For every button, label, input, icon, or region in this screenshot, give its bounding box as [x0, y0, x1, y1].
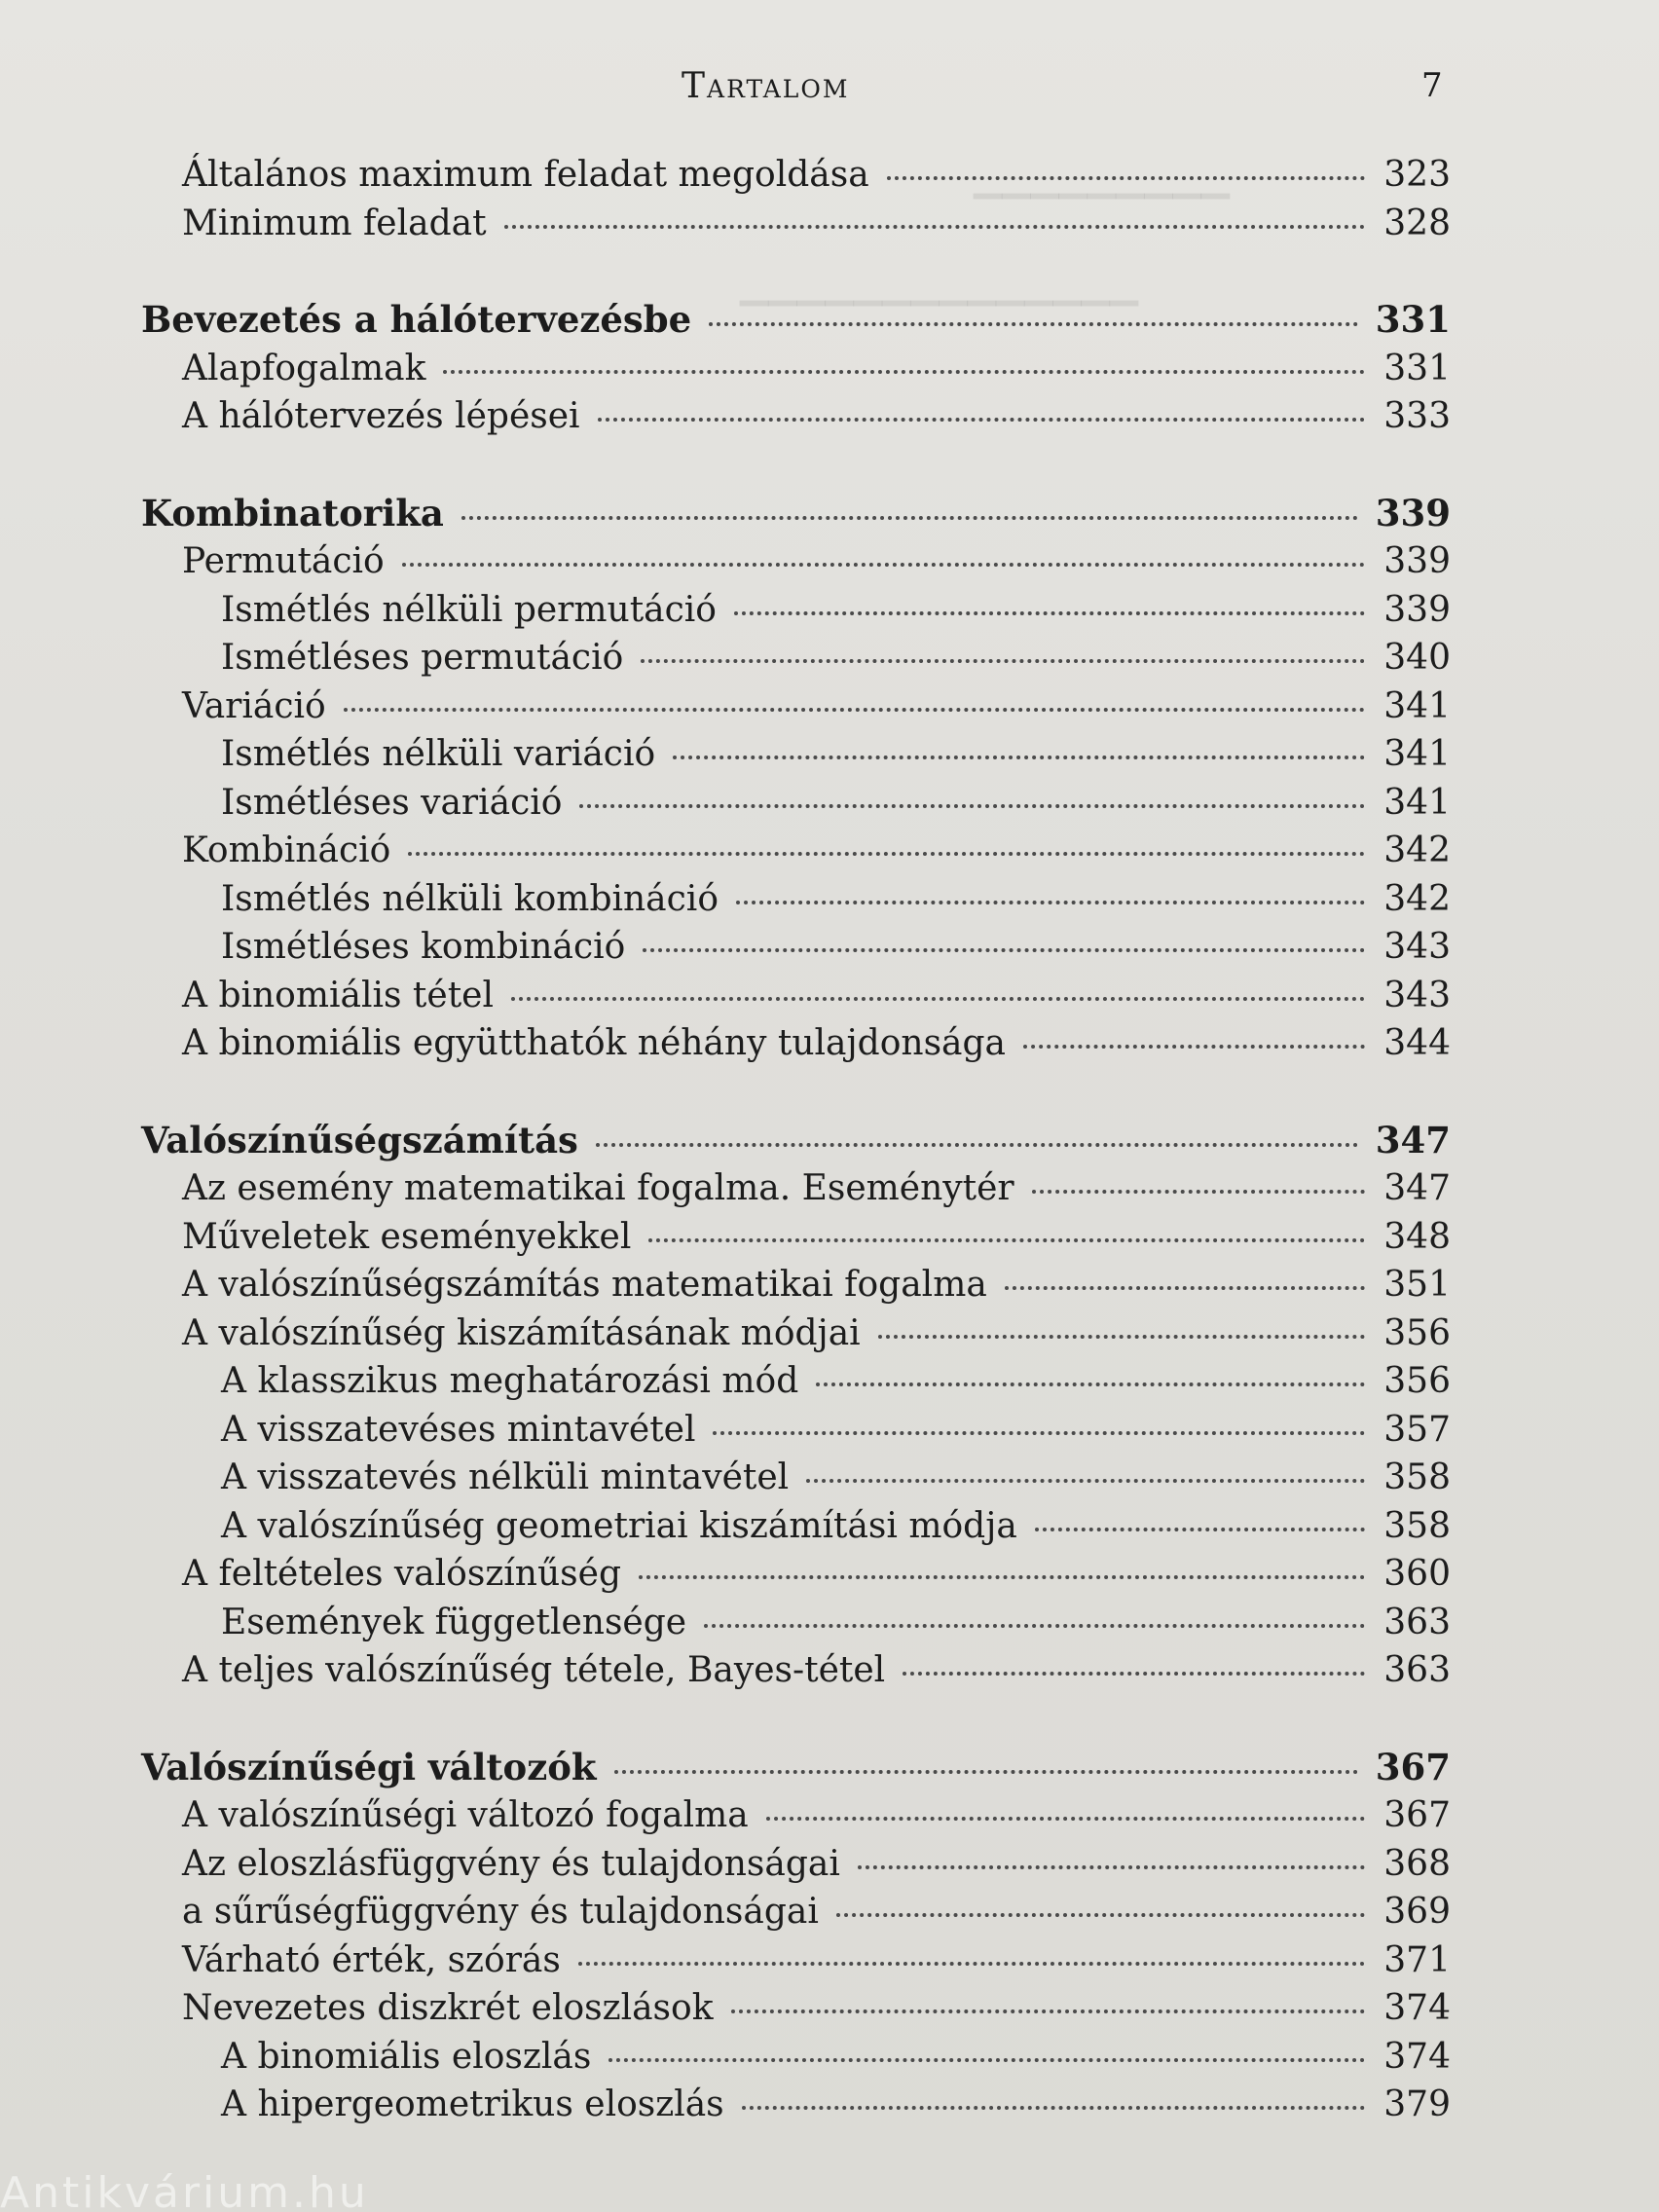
running-header [0, 66, 1659, 115]
toc-entry-page: 351 [1383, 1265, 1451, 1305]
dot-leader [903, 1648, 1365, 1676]
toc-entry-title: Az esemény matematikai fogalma. Eseménytér [182, 1168, 1014, 1208]
dot-leader [443, 347, 1365, 374]
toc-entry-title: Ismétlés nélküli kombináció [221, 878, 719, 919]
toc-entry [141, 1164, 1451, 1213]
toc-entry [141, 200, 1451, 248]
toc-entry [141, 1840, 1451, 1889]
dot-leader [1035, 1504, 1365, 1531]
dot-leader [643, 925, 1365, 952]
dot-leader [511, 974, 1365, 1001]
toc-entry-title: A teljes valószínűség tétele, Bayes-tétel [182, 1650, 886, 1690]
toc-entry-title: Ismétlés nélküli variáció [221, 734, 656, 774]
toc-entry-page: 374 [1383, 1988, 1451, 2028]
toc-entry [141, 392, 1451, 441]
toc-entry [141, 779, 1451, 828]
dot-leader [704, 1601, 1365, 1628]
toc-entry-page: 343 [1383, 927, 1451, 967]
dot-leader [887, 153, 1365, 180]
dot-leader [608, 2035, 1365, 2062]
toc-chapter-heading [141, 296, 1451, 345]
toc-entry-page: 333 [1383, 396, 1451, 436]
toc-entry [141, 1550, 1451, 1599]
toc-entry-page: 348 [1383, 1216, 1451, 1257]
dot-leader [504, 202, 1365, 229]
toc-entry-page: 323 [1383, 155, 1451, 195]
dot-leader [408, 829, 1365, 856]
toc-entry-title: A klasszikus meghatározási mód [221, 1361, 799, 1401]
toc-entry-title: Ismétléses kombináció [221, 927, 626, 967]
toc-entry-page: 340 [1383, 638, 1451, 678]
toc-entry [141, 1791, 1451, 1840]
toc-entry [141, 1454, 1451, 1502]
toc-entry-page: 331 [1375, 298, 1451, 341]
dot-leader [461, 493, 1358, 520]
toc-entry-page: 347 [1383, 1168, 1451, 1208]
toc-entry-title: Műveletek eseményekkel [182, 1216, 632, 1257]
toc-entry-page: 358 [1383, 1505, 1451, 1546]
toc-entry [141, 151, 1451, 200]
toc-entry [141, 1502, 1451, 1551]
toc-entry [141, 586, 1451, 635]
toc-entry-page: 367 [1375, 1745, 1451, 1788]
toc-entry-page: 356 [1383, 1312, 1451, 1353]
section-gap [141, 441, 1451, 490]
dot-leader [709, 299, 1358, 326]
dot-leader [816, 1359, 1365, 1386]
toc-entry-page: 356 [1383, 1361, 1451, 1401]
toc-entry-page: 339 [1383, 541, 1451, 581]
toc-entry-page: 358 [1383, 1457, 1451, 1497]
toc-entry-title: Kombináció [182, 830, 391, 870]
dot-leader [614, 1747, 1358, 1774]
dot-leader [598, 394, 1365, 422]
dot-leader [836, 1890, 1365, 1917]
dot-leader [579, 781, 1365, 808]
toc-entry [141, 730, 1451, 779]
dot-leader [1023, 1021, 1365, 1049]
toc-entry-page: 343 [1383, 975, 1451, 1015]
dot-leader [766, 1793, 1365, 1821]
table-of-contents [141, 151, 1451, 2129]
toc-entry-title: A binomiális eloszlás [221, 2036, 592, 2077]
toc-entry-title: A hipergeometrikus eloszlás [221, 2084, 724, 2124]
dot-leader [1032, 1166, 1365, 1194]
toc-chapter-heading [141, 1117, 1451, 1165]
section-gap [141, 247, 1451, 296]
page-number: 7 [1421, 66, 1443, 105]
toc-entry-page: 363 [1383, 1602, 1451, 1642]
dot-leader [1005, 1263, 1365, 1290]
toc-entry-title: Variáció [182, 685, 326, 726]
toc-entry-title: A visszatevés nélküli mintavétel [221, 1457, 790, 1497]
toc-entry [141, 1646, 1451, 1695]
toc-entry [141, 345, 1451, 393]
toc-entry-page: 341 [1383, 734, 1451, 774]
toc-entry-title: Alapfogalmak [182, 348, 426, 388]
toc-entry [141, 1936, 1451, 1985]
toc-chapter-heading [141, 490, 1451, 538]
toc-entry-page: 371 [1383, 1939, 1451, 1980]
dot-leader [731, 1986, 1365, 2013]
toc-chapter-heading [141, 1744, 1451, 1792]
toc-entry [141, 923, 1451, 972]
toc-entry [141, 1213, 1451, 1262]
toc-entry-title: A valószínűségszámítás matematikai fogalma [182, 1265, 987, 1305]
toc-entry-page: 342 [1383, 830, 1451, 870]
section-gap [141, 1695, 1451, 1744]
toc-entry-title: Várható érték, szórás [182, 1939, 561, 1980]
toc-entry-page: 360 [1383, 1554, 1451, 1594]
toc-entry-page: 344 [1383, 1023, 1451, 1063]
toc-entry-page: 367 [1383, 1795, 1451, 1835]
dot-leader [806, 1456, 1365, 1483]
toc-entry-page: 369 [1383, 1892, 1451, 1932]
toc-entry-title: Nevezetes diszkrét eloszlások [182, 1988, 714, 2028]
toc-entry-page: 357 [1383, 1409, 1451, 1450]
toc-entry-page: 374 [1383, 2036, 1451, 2077]
toc-entry [141, 1019, 1451, 1068]
dot-leader [878, 1311, 1365, 1339]
toc-entry-title: Általános maximum feladat megoldása [182, 155, 869, 195]
toc-entry-title: Ismétléses permutáció [221, 638, 624, 678]
bleed-through-text: ▁▁▁▁▁▁▁▁▁ [974, 156, 1231, 199]
dot-leader [648, 1215, 1365, 1242]
toc-entry-page: 341 [1383, 782, 1451, 823]
toc-entry-title: A valószínűségi változó fogalma [182, 1795, 749, 1835]
toc-entry [141, 2081, 1451, 2129]
toc-entry-page: 368 [1383, 1843, 1451, 1884]
dot-leader [858, 1842, 1365, 1869]
toc-entry-title: Bevezetés a hálótervezésbe [141, 298, 692, 341]
toc-entry-page: 379 [1383, 2084, 1451, 2124]
toc-entry [141, 537, 1451, 586]
toc-entry-page: 341 [1383, 685, 1451, 726]
toc-entry-title: Valószínűségi változók [141, 1745, 597, 1788]
toc-entry [141, 1406, 1451, 1455]
toc-entry [141, 634, 1451, 682]
toc-entry-title: Események függetlensége [221, 1602, 687, 1642]
toc-entry [141, 972, 1451, 1020]
toc-entry [141, 1599, 1451, 1647]
toc-entry [141, 875, 1451, 924]
toc-entry-title: A binomiális tétel [182, 975, 494, 1015]
dot-leader [713, 1408, 1365, 1435]
toc-entry-title: A visszatevéses mintavétel [221, 1409, 696, 1450]
toc-entry-title: A feltételes valószínűség [182, 1554, 622, 1594]
toc-entry-title: Minimum feladat [182, 203, 487, 243]
toc-entry-page: 339 [1383, 589, 1451, 630]
watermark: Antikvárium.hu [0, 2168, 369, 2212]
dot-leader [596, 1120, 1358, 1147]
section-gap [141, 1068, 1451, 1117]
toc-entry-title: a sűrűségfüggvény és tulajdonságai [182, 1892, 819, 1932]
toc-entry-page: 328 [1383, 203, 1451, 243]
toc-entry-title: Ismétlés nélküli permutáció [221, 589, 717, 630]
toc-entry [141, 1984, 1451, 2033]
toc-entry [141, 827, 1451, 875]
toc-entry-page: 339 [1375, 491, 1451, 535]
dot-leader [641, 636, 1365, 663]
toc-entry [141, 2033, 1451, 2082]
toc-entry-page: 331 [1383, 348, 1451, 388]
dot-leader [578, 1938, 1365, 1966]
toc-entry-title: Az eloszlásfüggvény és tulajdonságai [182, 1843, 840, 1884]
toc-entry-title: A valószínűség geometriai kiszámítási módja [221, 1505, 1017, 1546]
toc-entry [141, 1888, 1451, 1936]
dot-leader [734, 588, 1365, 615]
toc-entry [141, 1357, 1451, 1406]
running-title: Tartalom [682, 66, 850, 106]
dot-leader [742, 2083, 1365, 2110]
toc-entry-title: Valószínűségszámítás [141, 1118, 578, 1161]
toc-entry-title: Ismétléses variáció [221, 782, 563, 823]
toc-entry [141, 1309, 1451, 1358]
bleed-through-text: ▁▁▁▁▁▁▁▁▁▁▁▁▁▁ [740, 263, 1139, 306]
dot-leader [402, 539, 1365, 567]
dot-leader [736, 877, 1365, 904]
dot-leader [344, 684, 1365, 712]
dot-leader [639, 1552, 1365, 1579]
dot-leader [673, 732, 1365, 759]
toc-entry-title: A valószínűség kiszámításának módjai [182, 1312, 861, 1353]
toc-entry-title: Permutáció [182, 541, 385, 581]
toc-entry-title: Kombinatorika [141, 491, 444, 535]
toc-entry-title: A hálótervezés lépései [182, 396, 580, 436]
toc-entry [141, 1261, 1451, 1309]
toc-entry [141, 682, 1451, 731]
toc-entry-page: 347 [1375, 1118, 1451, 1161]
toc-entry-page: 342 [1383, 878, 1451, 919]
toc-entry-page: 363 [1383, 1650, 1451, 1690]
toc-entry-title: A binomiális együtthatók néhány tulajdonsága [182, 1023, 1007, 1063]
